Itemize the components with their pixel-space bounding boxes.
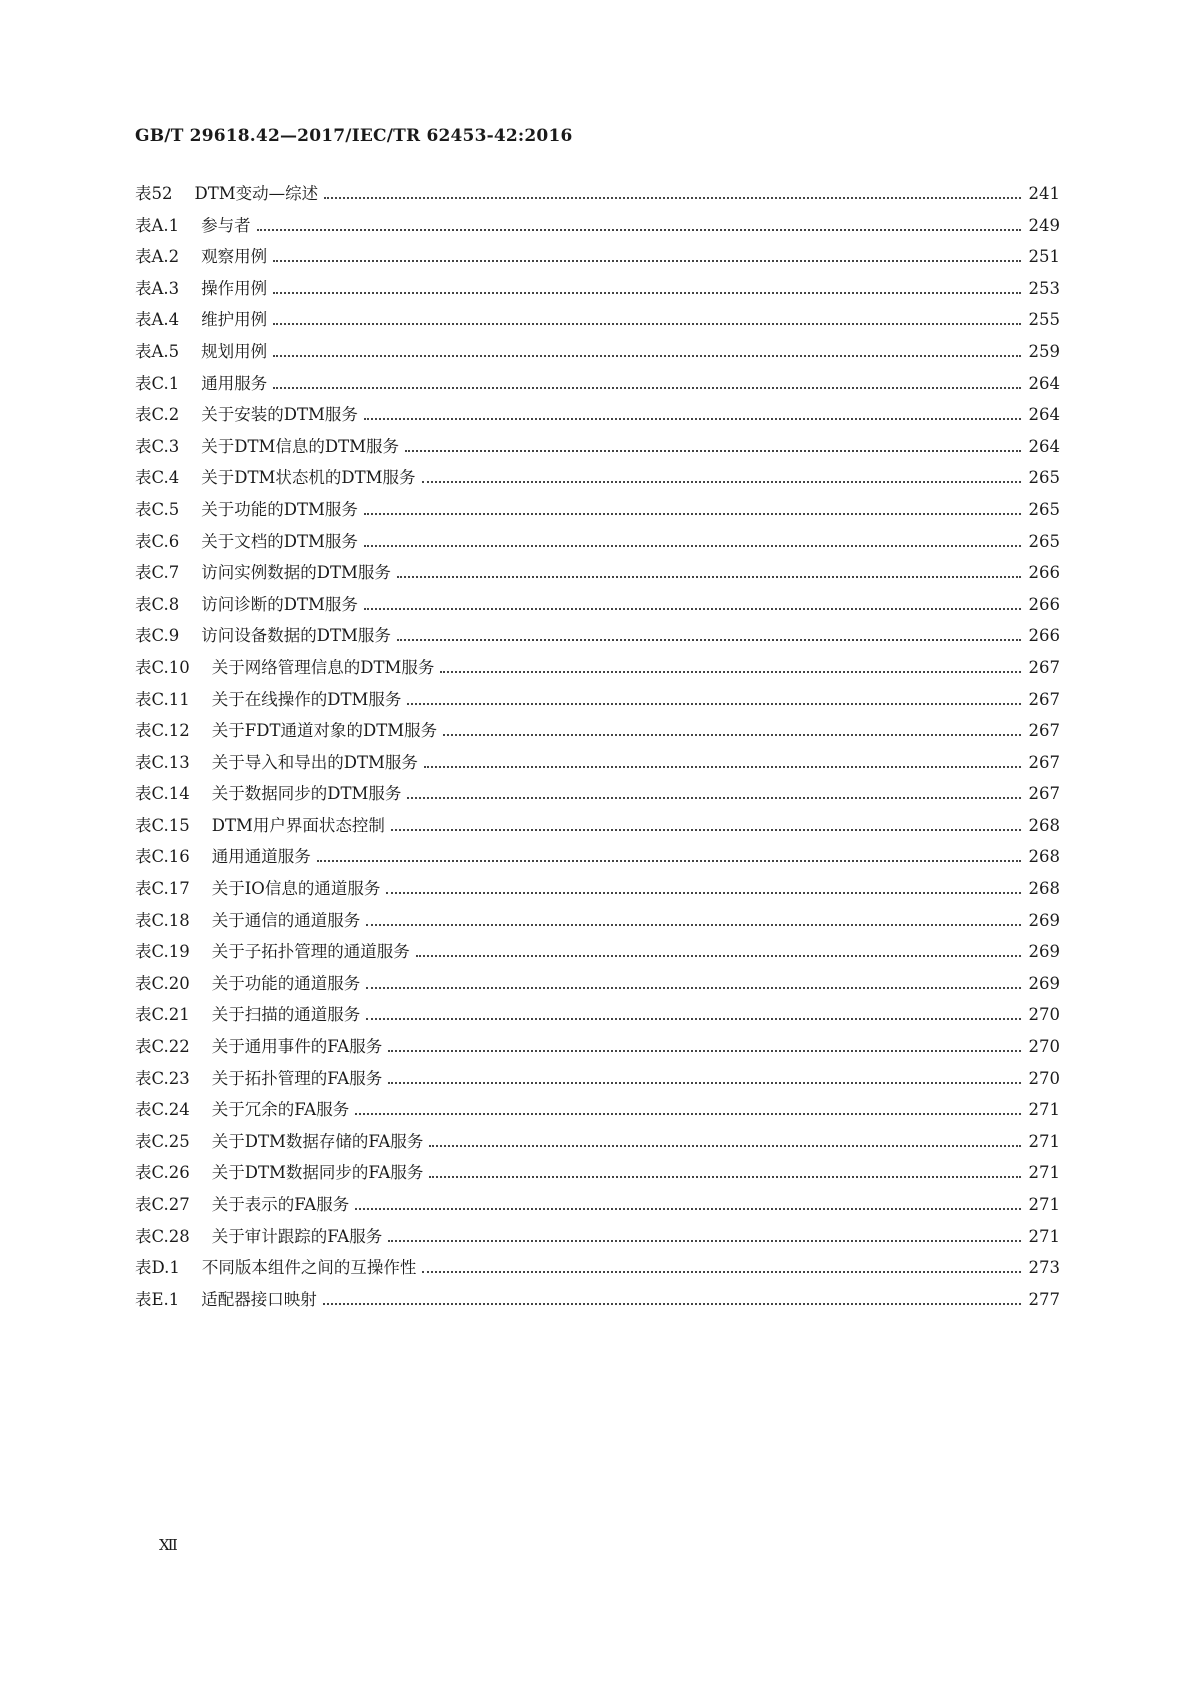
toc-entry-title: 关于表示的FA服务 — [211, 1195, 350, 1214]
toc-entry-page: 266 — [1028, 563, 1060, 583]
dot-leader — [407, 703, 1020, 705]
toc-entry-page: 264 — [1028, 436, 1060, 456]
dot-leader — [388, 1082, 1020, 1084]
toc-entry-page: 271 — [1028, 1100, 1060, 1120]
toc-entry-page: 251 — [1028, 247, 1060, 267]
toc-entry-number: 表52 — [135, 184, 173, 203]
toc-entry-title: 访问实例数据的DTM服务 — [201, 563, 391, 583]
dot-leader — [273, 323, 1020, 325]
toc-entry-title: 适配器接口映射 — [201, 1289, 317, 1309]
toc-entry-number: 表C.23 — [135, 1068, 190, 1088]
toc-entry-number: 表C.20 — [135, 973, 190, 993]
toc-entry-page: 277 — [1028, 1289, 1060, 1309]
toc-entry-title: 通用通道服务 — [211, 847, 311, 867]
dot-leader — [364, 418, 1021, 420]
toc-entry[interactable] — [135, 907, 1060, 939]
toc-entry-title: 规划用例 — [201, 341, 268, 361]
toc-entry[interactable] — [135, 686, 1060, 718]
toc-entry-number: 表C.5 — [135, 499, 180, 519]
toc-entry-page: 271 — [1028, 1195, 1060, 1214]
toc-entry[interactable] — [135, 1254, 1060, 1286]
dot-leader — [388, 1240, 1020, 1242]
standard-number: GB/T 29618.42—2017/IEC/TR 62453-42:2016 — [135, 126, 573, 146]
table-list — [135, 180, 1060, 1317]
toc-entry-number: 表C.1 — [135, 373, 180, 393]
toc-entry[interactable] — [135, 1033, 1060, 1065]
toc-entry-page: 268 — [1028, 847, 1060, 867]
toc-entry[interactable] — [135, 780, 1060, 812]
dot-leader — [366, 924, 1020, 926]
dot-leader — [273, 355, 1020, 357]
toc-entry-page: 264 — [1028, 405, 1060, 425]
toc-entry[interactable] — [135, 401, 1060, 433]
toc-entry-title: 操作用例 — [201, 278, 268, 298]
toc-entry-number: 表D.1 — [135, 1258, 180, 1278]
toc-entry-number: 表C.27 — [135, 1195, 190, 1214]
dot-leader — [407, 797, 1020, 799]
toc-entry-page: 259 — [1028, 341, 1060, 361]
toc-entry[interactable] — [135, 433, 1060, 465]
toc-entry-title: 关于DTM数据存储的FA服务 — [211, 1131, 424, 1151]
toc-entry[interactable] — [135, 180, 1060, 212]
toc-entry-number: 表C.7 — [135, 563, 180, 583]
toc-entry-title: 观察用例 — [201, 247, 268, 267]
toc-entry-number: 表C.24 — [135, 1100, 190, 1120]
toc-entry-title: 关于导入和导出的DTM服务 — [211, 752, 418, 772]
toc-entry-page: 265 — [1028, 468, 1060, 488]
dot-leader — [273, 387, 1020, 389]
toc-entry-page: 249 — [1028, 215, 1060, 235]
toc-entry[interactable] — [135, 970, 1060, 1002]
toc-entry-page: 270 — [1028, 1037, 1060, 1057]
toc-entry-title: 参与者 — [201, 215, 251, 235]
toc-entry[interactable] — [135, 338, 1060, 370]
toc-entry-number: 表C.16 — [135, 847, 190, 867]
toc-entry-title: 维护用例 — [201, 310, 268, 330]
toc-entry-page: 266 — [1028, 594, 1060, 614]
toc-entry-page: 264 — [1028, 373, 1060, 393]
toc-entry-number: 表C.2 — [135, 405, 180, 425]
toc-entry[interactable] — [135, 875, 1060, 907]
toc-entry-number: 表C.25 — [135, 1131, 190, 1151]
toc-entry[interactable] — [135, 306, 1060, 338]
toc-entry-number: 表C.4 — [135, 468, 180, 488]
toc-entry[interactable] — [135, 938, 1060, 970]
dot-leader — [443, 734, 1020, 736]
toc-entry-page: 267 — [1028, 721, 1060, 741]
toc-entry-page: 273 — [1028, 1258, 1060, 1278]
dot-leader — [422, 1271, 1020, 1273]
toc-entry-title: 关于网络管理信息的DTM服务 — [211, 657, 435, 677]
toc-entry[interactable] — [135, 243, 1060, 275]
toc-entry-title: 关于DTM状态机的DTM服务 — [201, 468, 416, 488]
toc-entry-number: 表C.28 — [135, 1226, 190, 1246]
toc-entry-number: 表C.3 — [135, 436, 180, 456]
dot-leader — [323, 1303, 1021, 1305]
page-number: Ⅻ — [159, 1536, 178, 1554]
toc-entry-title: 关于功能的DTM服务 — [201, 499, 358, 519]
toc-entry-number: 表C.12 — [135, 721, 190, 741]
toc-entry-title: 关于安装的DTM服务 — [201, 405, 358, 425]
toc-entry-number: 表C.13 — [135, 752, 190, 772]
toc-entry[interactable] — [135, 622, 1060, 654]
toc-entry-title: 关于冗余的FA服务 — [211, 1100, 350, 1120]
toc-entry-title: 关于FDT通道对象的DTM服务 — [211, 721, 438, 741]
toc-entry[interactable] — [135, 843, 1060, 875]
dot-leader — [386, 892, 1020, 894]
toc-entry[interactable] — [135, 212, 1060, 244]
dot-leader — [388, 1050, 1020, 1052]
dot-leader — [366, 1018, 1020, 1020]
toc-entry-page: 268 — [1028, 815, 1060, 835]
toc-entry-number: 表C.6 — [135, 531, 180, 551]
toc-entry[interactable] — [135, 1001, 1060, 1033]
toc-entry-number: 表C.18 — [135, 910, 190, 930]
toc-entry-title: 通用服务 — [201, 373, 268, 393]
toc-entry-number: 表C.17 — [135, 879, 190, 899]
toc-entry-title: 关于审计跟踪的FA服务 — [211, 1226, 383, 1246]
toc-entry-number: 表A.3 — [135, 278, 180, 298]
toc-entry-title: 关于子拓扑管理的通道服务 — [211, 942, 410, 962]
toc-entry-title: DTM变动—综述 — [194, 184, 319, 203]
toc-entry-title: 关于IO信息的通道服务 — [211, 879, 381, 899]
toc-entry[interactable] — [135, 496, 1060, 528]
toc-entry-number: 表A.1 — [135, 215, 180, 235]
toc-entry-number: 表C.22 — [135, 1037, 190, 1057]
dot-leader — [397, 639, 1021, 641]
toc-entry-title: 关于文档的DTM服务 — [201, 531, 358, 551]
toc-entry-page: 268 — [1028, 879, 1060, 899]
toc-entry-title: DTM用户界面状态控制 — [211, 815, 385, 835]
toc-entry-page: 269 — [1028, 910, 1060, 930]
dot-leader — [364, 545, 1021, 547]
dot-leader — [355, 1208, 1020, 1210]
dot-leader — [416, 955, 1021, 957]
toc-entry-number: 表C.8 — [135, 594, 180, 614]
toc-entry[interactable] — [135, 654, 1060, 686]
toc-entry-title: 关于通用事件的FA服务 — [211, 1037, 383, 1057]
toc-entry[interactable] — [135, 1159, 1060, 1191]
toc-entry-page: 266 — [1028, 626, 1060, 646]
toc-entry-page: 241 — [1028, 184, 1060, 203]
toc-entry[interactable] — [135, 812, 1060, 844]
toc-entry-page: 271 — [1028, 1226, 1060, 1246]
dot-leader — [273, 292, 1020, 294]
toc-entry-title: 关于DTM数据同步的FA服务 — [211, 1163, 424, 1183]
toc-entry-page: 265 — [1028, 499, 1060, 519]
toc-entry-number: 表C.19 — [135, 942, 190, 962]
dot-leader — [440, 671, 1020, 673]
toc-entry[interactable] — [135, 1096, 1060, 1128]
toc-entry-page: 255 — [1028, 310, 1060, 330]
dot-leader — [422, 481, 1021, 483]
dot-leader — [364, 608, 1021, 610]
toc-entry-number: 表C.11 — [135, 689, 190, 709]
dot-leader — [257, 229, 1021, 231]
toc-entry-title: 访问诊断的DTM服务 — [201, 594, 358, 614]
toc-entry-number: 表A.2 — [135, 247, 180, 267]
dot-leader — [424, 766, 1021, 768]
toc-entry-number: 表C.10 — [135, 657, 190, 677]
toc-entry-title: 关于通信的通道服务 — [211, 910, 361, 930]
dot-leader — [317, 860, 1021, 862]
toc-entry-number: 表A.5 — [135, 341, 180, 361]
toc-entry[interactable] — [135, 528, 1060, 560]
toc-entry[interactable] — [135, 275, 1060, 307]
toc-entry-page: 253 — [1028, 278, 1060, 298]
toc-entry-title: 关于扫描的通道服务 — [211, 1005, 361, 1025]
toc-entry-page: 265 — [1028, 531, 1060, 551]
dot-leader — [405, 450, 1020, 452]
dot-leader — [429, 1176, 1020, 1178]
dot-leader — [364, 513, 1021, 515]
toc-entry[interactable] — [135, 1191, 1060, 1223]
toc-entry-page: 271 — [1028, 1131, 1060, 1151]
toc-entry[interactable] — [135, 464, 1060, 496]
toc-entry-page: 269 — [1028, 942, 1060, 962]
toc-entry-page: 267 — [1028, 752, 1060, 772]
toc-entry-number: 表C.15 — [135, 815, 190, 835]
toc-entry-title: 关于在线操作的DTM服务 — [211, 689, 402, 709]
dot-leader — [355, 1113, 1020, 1115]
toc-entry[interactable] — [135, 1128, 1060, 1160]
toc-entry[interactable] — [135, 1286, 1060, 1318]
toc-entry[interactable] — [135, 717, 1060, 749]
toc-entry-title: 关于数据同步的DTM服务 — [211, 784, 402, 804]
dot-leader — [397, 576, 1021, 578]
toc-entry-number: 表C.21 — [135, 1005, 190, 1025]
dot-leader — [391, 829, 1021, 831]
toc-entry-title: 关于拓扑管理的FA服务 — [211, 1068, 383, 1088]
toc-entry-page: 267 — [1028, 657, 1060, 677]
toc-entry[interactable] — [135, 1065, 1060, 1097]
toc-entry-number: 表C.26 — [135, 1163, 190, 1183]
dot-leader — [366, 987, 1020, 989]
toc-entry[interactable] — [135, 370, 1060, 402]
page-header — [135, 126, 573, 146]
toc-entry-page: 267 — [1028, 689, 1060, 709]
toc-entry-title: 关于DTM信息的DTM服务 — [201, 436, 400, 456]
toc-entry-page: 271 — [1028, 1163, 1060, 1183]
dot-leader — [324, 197, 1020, 199]
toc-entry-number: 表A.4 — [135, 310, 180, 330]
toc-entry-title: 不同版本组件之间的互操作性 — [201, 1258, 417, 1278]
toc-entry-page: 270 — [1028, 1005, 1060, 1025]
toc-entry-page: 267 — [1028, 784, 1060, 804]
toc-entry-number: 表E.1 — [135, 1289, 180, 1309]
toc-entry-page: 269 — [1028, 973, 1060, 993]
dot-leader — [429, 1145, 1020, 1147]
toc-entry-page: 270 — [1028, 1068, 1060, 1088]
toc-entry-number: 表C.9 — [135, 626, 180, 646]
toc-entry[interactable] — [135, 749, 1060, 781]
toc-entry-number: 表C.14 — [135, 784, 190, 804]
toc-entry-title: 关于功能的通道服务 — [211, 973, 361, 993]
toc-entry[interactable] — [135, 559, 1060, 591]
toc-entry[interactable] — [135, 591, 1060, 623]
toc-entry-title: 访问设备数据的DTM服务 — [201, 626, 391, 646]
dot-leader — [273, 260, 1020, 262]
toc-entry[interactable] — [135, 1223, 1060, 1255]
